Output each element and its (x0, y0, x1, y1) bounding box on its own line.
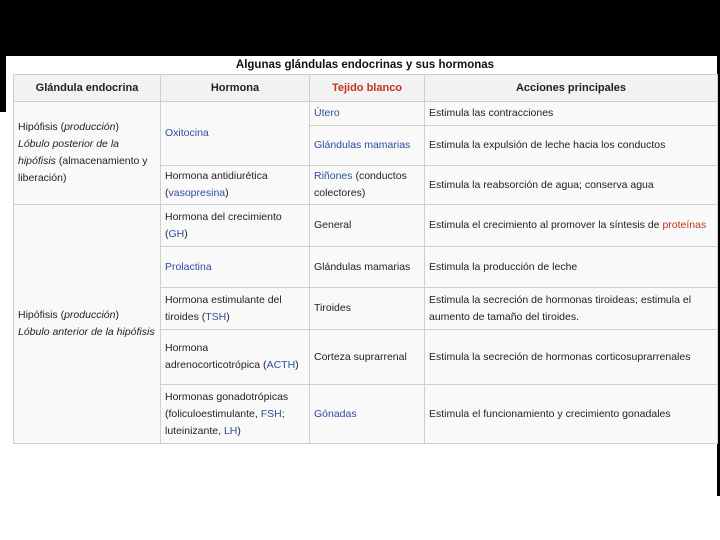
rinones-link[interactable]: Riñones (314, 170, 353, 182)
target-corteza: Corteza suprarrenal (310, 330, 425, 385)
target-mamarias[interactable]: Glándulas mamarias (310, 126, 425, 166)
action-cell: Estimula el funcionamiento y crecimiento gonadales (425, 385, 718, 444)
target-mamarias-2: Glándulas mamarias (310, 247, 425, 288)
action-cell: Estimula la reabsorción de agua; conserva agua (425, 166, 718, 205)
header-gland: Glándula endocrina (14, 75, 161, 102)
hormone-acth: Hormona adrenocorticotrópica (ACTH) (161, 330, 310, 385)
action-cell: Estimula la secreción de hormonas tiroideas; estimula el aumento de tamaño del tiroides. (425, 288, 718, 330)
hormone-antidiuretica: Hormona antidiurética (vasopresina) (161, 166, 310, 205)
tsh-link[interactable]: TSH (205, 310, 227, 323)
action-cell: Estimula la producción de leche (425, 247, 718, 288)
hormone-gonadotropicas: Hormonas gonadotrópicas (foliculoestimulante, FSH; luteinizante, LH) (161, 385, 310, 444)
target-utero[interactable]: Útero (310, 102, 425, 126)
fsh-link[interactable]: FSH (260, 407, 282, 420)
lh-link[interactable]: LH (223, 424, 238, 437)
header-actions: Acciones principales (425, 75, 718, 102)
action-cell: Estimula la secreción de hormonas corticosuprarrenales (425, 330, 718, 385)
target-general: General (310, 205, 425, 247)
header-hormone: Hormona (161, 75, 310, 102)
gland-anterior-cell: Hipófisis (producción) Lóbulo anterior de la hipófisis (14, 205, 161, 444)
table-row (14, 205, 718, 247)
posterior-lobe-link[interactable]: Lóbulo posterior de la hipófisis (18, 138, 119, 167)
produccion-link[interactable]: producción (64, 121, 116, 133)
target-gonadas[interactable]: Gónadas (310, 385, 425, 444)
action-cell: Estimula el crecimiento al promover la síntesis de proteínas (425, 205, 718, 247)
top-black-bar (0, 0, 720, 56)
proteinas-link[interactable]: proteínas (662, 219, 707, 231)
table-row (14, 102, 718, 126)
gland-posterior-cell: Hipófisis (producción) Lóbulo posterior de la hipófisis (almacenamiento y liberación) (14, 102, 161, 205)
target-rinones: Riñones (conductos colectores) (310, 166, 425, 205)
hormone-prolactina[interactable]: Prolactina (161, 247, 310, 288)
table-title: Algunas glándulas endocrinas y sus hormonas (235, 59, 495, 71)
action-cell: Estimula la expulsión de leche hacia los conductos (425, 126, 718, 166)
header-target[interactable]: Tejido blanco (310, 75, 425, 102)
hormone-tsh: Hormona estimulante del tiroides (TSH) (161, 288, 310, 330)
hormone-table (13, 74, 718, 444)
produccion-link[interactable]: producción (64, 309, 116, 321)
header-row (14, 75, 718, 102)
left-black-bar (0, 56, 6, 112)
target-tiroides: Tiroides (310, 288, 425, 330)
action-cell: Estimula las contracciones (425, 102, 718, 126)
hormone-oxitocina[interactable]: Oxitocina (161, 102, 310, 166)
anterior-lobe-link[interactable]: Lóbulo anterior de la hipófisis (18, 326, 155, 338)
vasopresina-link[interactable]: vasopresina (168, 187, 226, 199)
hormone-gh: Hormona del crecimiento (GH) (161, 205, 310, 247)
gh-link[interactable]: GH (168, 227, 185, 240)
acth-link[interactable]: ACTH (266, 359, 296, 371)
